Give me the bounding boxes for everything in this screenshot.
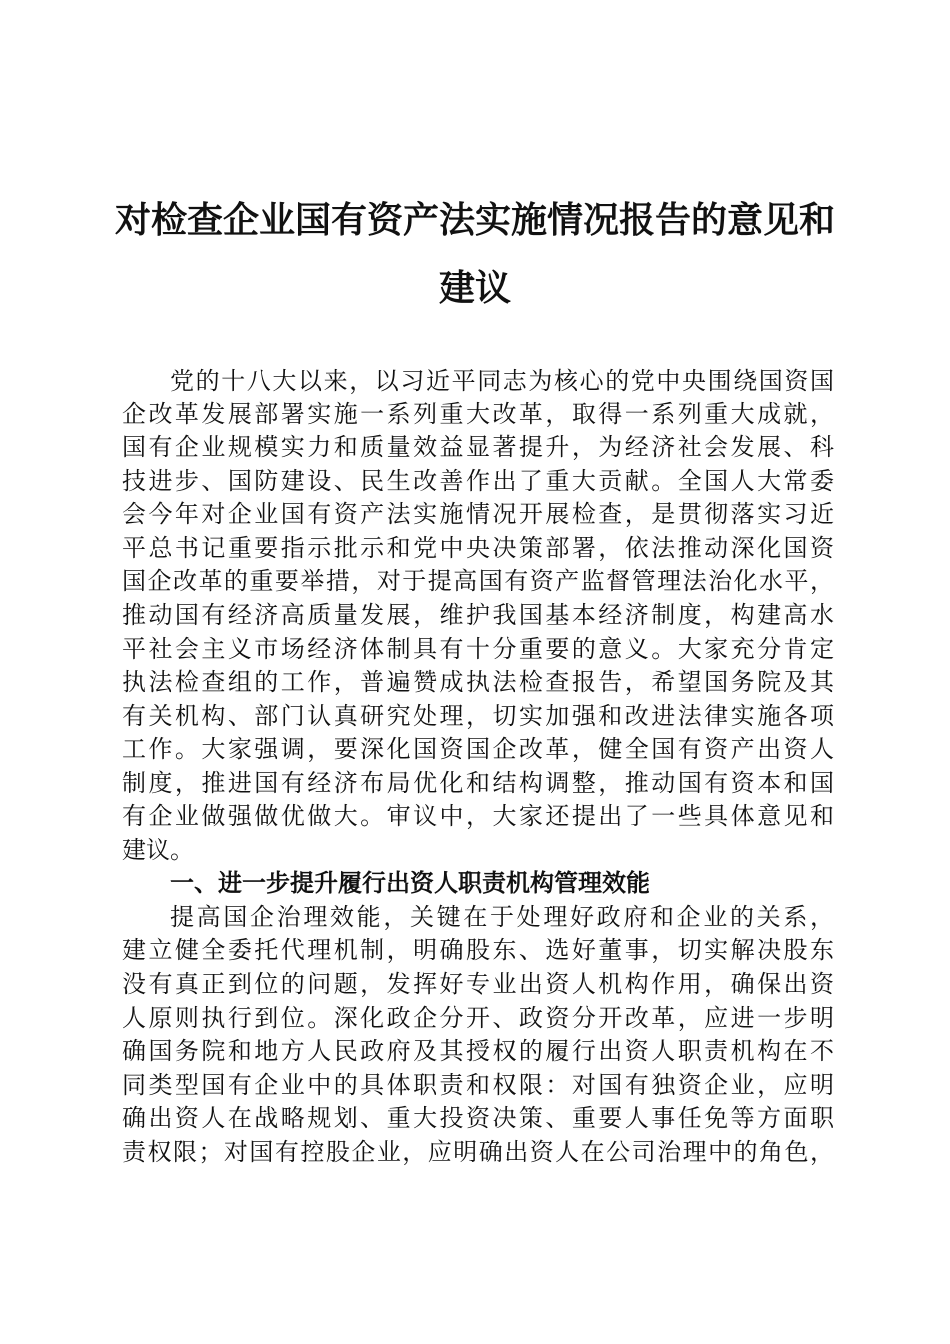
paragraph-2-line-7: 确出资人在战略规划、重大投资决策、重要人事任免等方面职 — [122, 1104, 834, 1132]
paragraph-2-line-8: 责权限；对国有控股企业，应明确出资人在公司治理中的角色， — [122, 1138, 834, 1166]
paragraph-1-line-7: 国企改革的重要举措，对于提高国有资产监督管理法治化水平， — [122, 567, 834, 595]
paragraph-2-line-1: 提高国企治理效能，关键在于处理好政府和企业的关系， — [170, 903, 834, 931]
paragraph-1-line-8: 推动国有经济高质量发展，维护我国基本经济制度，构建高水 — [122, 601, 834, 629]
paragraph-1-line-9: 平社会主义市场经济体制具有十分重要的意义。大家充分肯定 — [122, 635, 834, 663]
paragraph-1-line-2: 企改革发展部署实施一系列重大改革，取得一系列重大成就， — [122, 400, 834, 428]
paragraph-1-line-1: 党的十八大以来，以习近平同志为核心的党中央围绕国资国 — [170, 367, 834, 395]
paragraph-1-line-4: 技进步、国防建设、民生改善作出了重大贡献。全国人大常委 — [122, 467, 834, 495]
paragraph-2-line-6: 同类型国有企业中的具体职责和权限：对国有独资企业，应明 — [122, 1071, 834, 1099]
document-title-line-2: 建议 — [438, 267, 511, 309]
paragraph-1-line-10: 执法检查组的工作，普遍赞成执法检查报告，希望国务院及其 — [122, 668, 834, 696]
paragraph-2-line-3: 没有真正到位的问题，发挥好专业出资人机构作用，确保出资 — [122, 970, 834, 998]
paragraph-2-line-4: 人原则执行到位。深化政企分开、政资分开改革，应进一步明 — [122, 1004, 834, 1032]
paragraph-1-line-15: 建议。 — [122, 836, 194, 864]
paragraph-1-line-12: 工作。大家强调，要深化国资国企改革，健全国有资产出资人 — [122, 735, 834, 763]
document-title-line-1: 对检查企业国有资产法实施情况报告的意见和 — [114, 199, 835, 241]
paragraph-1-line-3: 国有企业规模实力和质量效益显著提升，为经济社会发展、科 — [122, 433, 834, 461]
section-1-heading: 一、进一步提升履行出资人职责机构管理效能 — [170, 869, 650, 897]
paragraph-1-line-13: 制度，推进国有经济布局优化和结构调整，推动国有资本和国 — [122, 769, 834, 797]
paragraph-1-line-5: 会今年对企业国有资产法实施情况开展检查，是贯彻落实习近 — [122, 500, 834, 528]
paragraph-2-line-2: 建立健全委托代理机制，明确股东、选好董事，切实解决股东 — [122, 936, 834, 964]
paragraph-1-line-11: 有关机构、部门认真研究处理，切实加强和改进法律实施各项 — [122, 702, 834, 730]
paragraph-1-line-14: 有企业做强做优做大。审议中，大家还提出了一些具体意见和 — [122, 802, 834, 830]
paragraph-2-line-5: 确国务院和地方人民政府及其授权的履行出资人职责机构在不 — [122, 1037, 834, 1065]
paragraph-1-line-6: 平总书记重要指示批示和党中央决策部署，依法推动深化国资 — [122, 534, 834, 562]
